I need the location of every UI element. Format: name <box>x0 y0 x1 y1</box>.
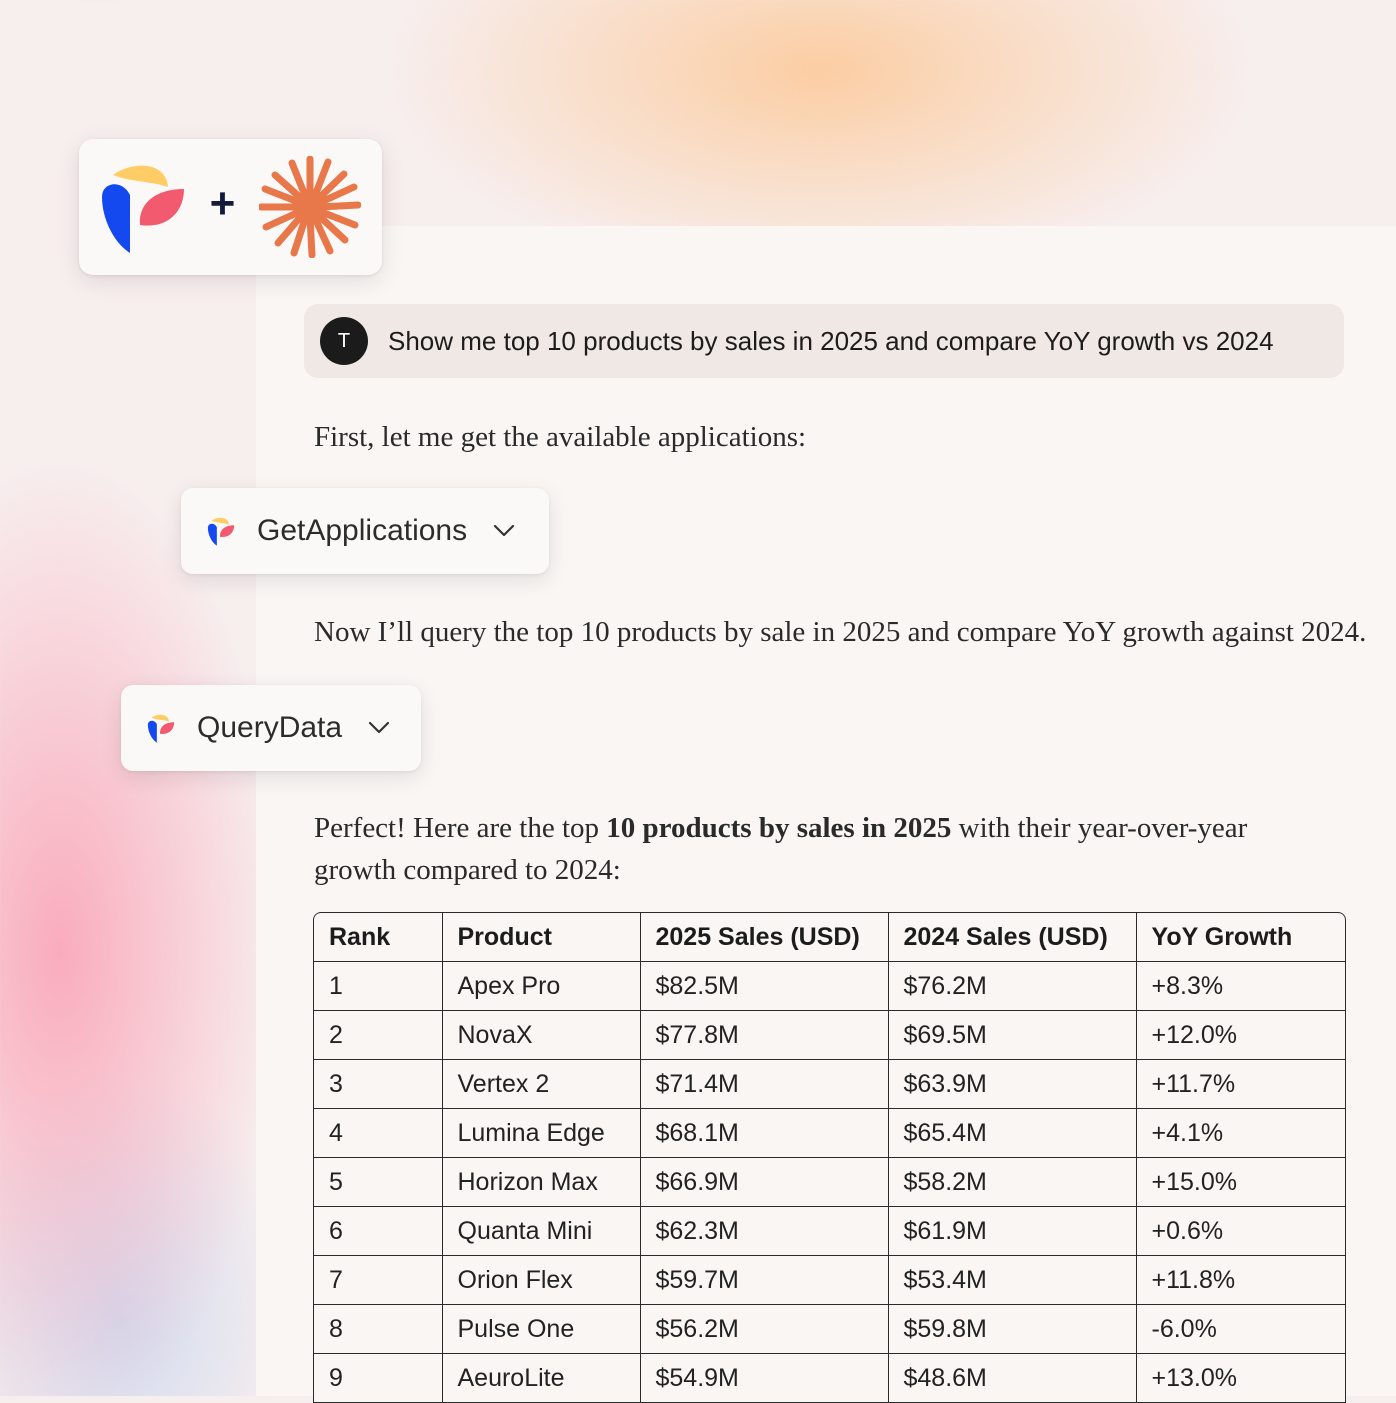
result-intro-part1: Perfect! Here are the top <box>314 812 607 844</box>
result-intro-text <box>314 807 1314 891</box>
table-row <box>314 1109 1345 1158</box>
table-cell: Orion Flex <box>442 1256 640 1305</box>
table-cell: 6 <box>314 1207 442 1256</box>
table-cell: $53.4M <box>888 1256 1136 1305</box>
table-cell: Apex Pro <box>442 962 640 1011</box>
user-avatar: T <box>320 317 368 365</box>
table-cell: $63.9M <box>888 1060 1136 1109</box>
table-cell: +4.1% <box>1136 1109 1345 1158</box>
results-table <box>313 912 1346 1403</box>
table-row <box>314 1011 1345 1060</box>
table-cell: +12.0% <box>1136 1011 1345 1060</box>
table-cell: $76.2M <box>888 962 1136 1011</box>
chevron-down-icon[interactable] <box>493 524 515 538</box>
table-cell: $77.8M <box>640 1011 888 1060</box>
table-cell: +11.8% <box>1136 1256 1345 1305</box>
table-cell: +0.6% <box>1136 1207 1345 1256</box>
integration-logo-card <box>79 139 382 275</box>
table-cell: $71.4M <box>640 1060 888 1109</box>
table-cell: +8.3% <box>1136 962 1345 1011</box>
asterisk-burst-icon <box>259 156 361 258</box>
table-cell: $62.3M <box>640 1207 888 1256</box>
brand-logo-icon <box>100 157 186 257</box>
table-cell: $68.1M <box>640 1109 888 1158</box>
column-header-2025-sales: 2025 Sales (USD) <box>640 913 888 962</box>
table-cell: $59.8M <box>888 1305 1136 1354</box>
table-cell: $65.4M <box>888 1109 1136 1158</box>
table-cell: 9 <box>314 1354 442 1403</box>
column-header-2024-sales: 2024 Sales (USD) <box>888 913 1136 962</box>
table-cell: +11.7% <box>1136 1060 1345 1109</box>
result-intro-part2: with their year-over-year growth compared to 2024: <box>314 812 1248 886</box>
table-header-row <box>314 913 1345 962</box>
query-data-tool-toggle[interactable] <box>121 685 421 771</box>
table-cell: $58.2M <box>888 1158 1136 1207</box>
table-cell: $69.5M <box>888 1011 1136 1060</box>
get-applications-tool-toggle[interactable] <box>181 488 549 574</box>
table-cell: Pulse One <box>442 1305 640 1354</box>
table-cell: Lumina Edge <box>442 1109 640 1158</box>
plus-separator: + <box>209 179 236 228</box>
table-row <box>314 962 1345 1011</box>
tool-label: GetApplications <box>257 514 468 547</box>
brand-logo-icon <box>207 515 235 547</box>
chevron-down-icon[interactable] <box>368 721 390 735</box>
table-cell: 2 <box>314 1011 442 1060</box>
table-cell: Horizon Max <box>442 1158 640 1207</box>
table-row <box>314 1354 1345 1403</box>
table-row <box>314 1256 1345 1305</box>
user-message-text: Show me top 10 products by sales in 2025 and compare YoY growth vs 2024 <box>388 325 1274 356</box>
table-cell: 7 <box>314 1256 442 1305</box>
table-row <box>314 1158 1345 1207</box>
table-cell: $61.9M <box>888 1207 1136 1256</box>
assistant-intro-text: First, let me get the available applications: <box>314 421 807 453</box>
table-cell: NovaX <box>442 1011 640 1060</box>
table-cell: AeuroLite <box>442 1354 640 1403</box>
table-cell: 5 <box>314 1158 442 1207</box>
table-cell: 8 <box>314 1305 442 1354</box>
table-cell: 3 <box>314 1060 442 1109</box>
table-cell: $82.5M <box>640 962 888 1011</box>
table-cell: 4 <box>314 1109 442 1158</box>
table-cell: $54.9M <box>640 1354 888 1403</box>
table-cell: +15.0% <box>1136 1158 1345 1207</box>
user-message-bubble <box>304 304 1344 378</box>
table-cell: Quanta Mini <box>442 1207 640 1256</box>
table-cell: $66.9M <box>640 1158 888 1207</box>
assistant-query-note: Now I’ll query the top 10 products by sale in 2025 and compare YoY growth against 2024. <box>314 616 1367 648</box>
table-row <box>314 1305 1345 1354</box>
column-header-yoy-growth: YoY Growth <box>1136 913 1345 962</box>
table-cell: $59.7M <box>640 1256 888 1305</box>
table-cell: $56.2M <box>640 1305 888 1354</box>
table-cell: +13.0% <box>1136 1354 1345 1403</box>
table-cell: -6.0% <box>1136 1305 1345 1354</box>
brand-logo-icon <box>147 712 175 744</box>
table-cell: $48.6M <box>888 1354 1136 1403</box>
table-row <box>314 1060 1345 1109</box>
tool-label: QueryData <box>197 711 343 744</box>
table-row <box>314 1207 1345 1256</box>
column-header-product: Product <box>442 913 640 962</box>
column-header-rank: Rank <box>314 913 442 962</box>
table-cell: Vertex 2 <box>442 1060 640 1109</box>
table-cell: 1 <box>314 962 442 1011</box>
result-intro-bold: 10 products by sales in 2025 <box>606 812 952 844</box>
